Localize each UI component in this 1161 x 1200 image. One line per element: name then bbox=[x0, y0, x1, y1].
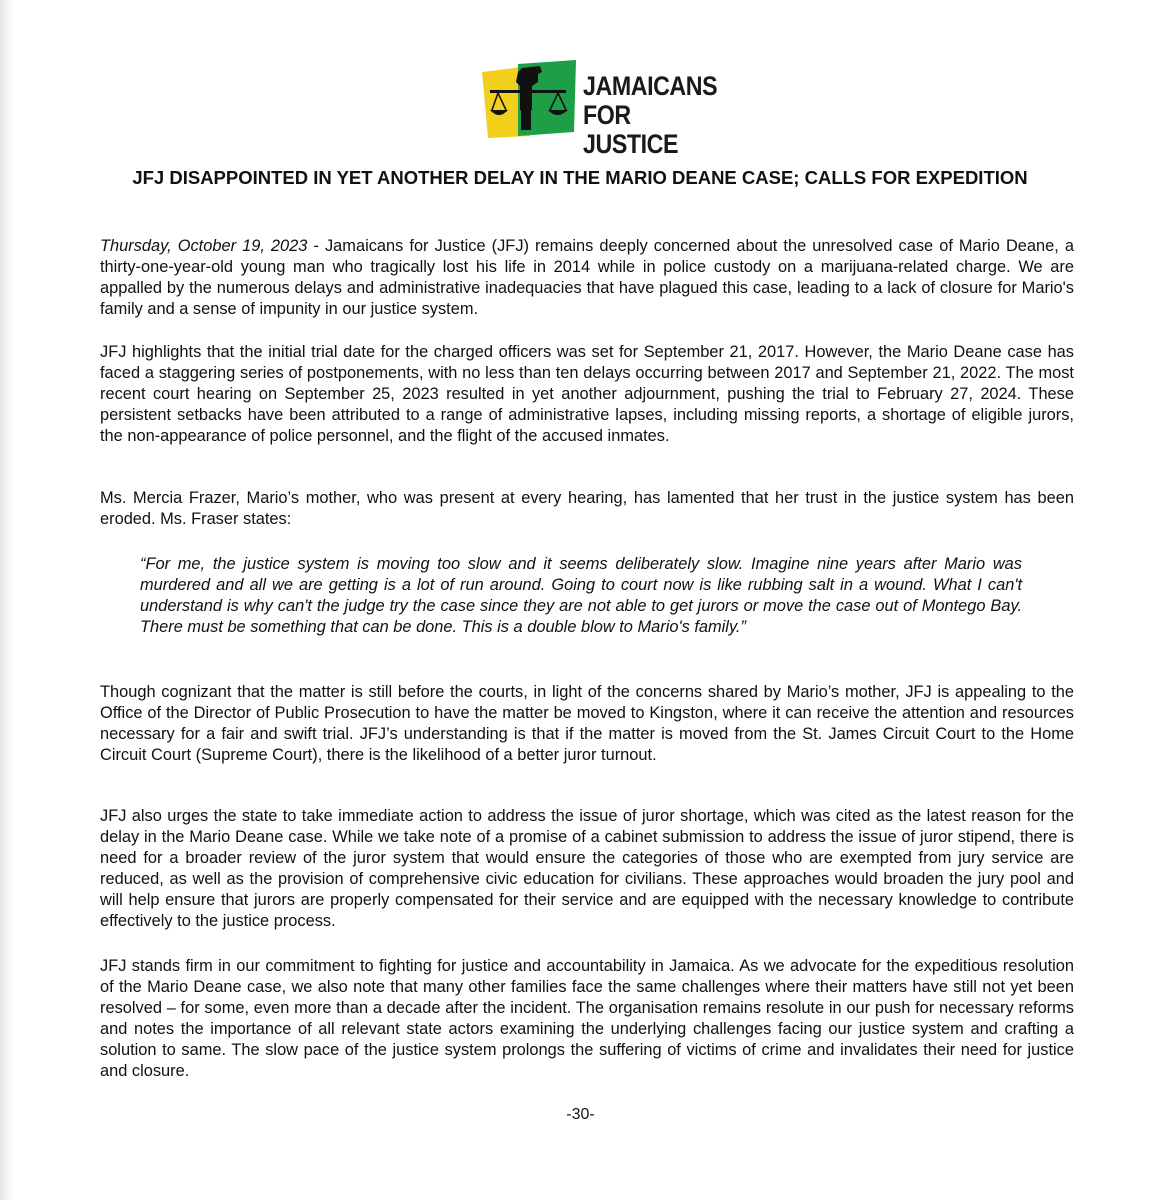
paragraph-commitment: JFJ stands firm in our commitment to fighting for justice and accountability in Jamaica. As we advocate for the expeditious resolution of the Mario Deane case, we also note that many other families face the same challenges where their matters have still not yet been resolved – for some, even more than a decade after the incident. The organisation remains resolute in our push for necessary reforms and notes the importance of all relevant state actors examining the underlying challenges facing our justice system and crafting a solution to same. The slow pace of the justice system prolongs the suffering of victims of crime and invalidates their need for justice and closure. bbox=[100, 957, 1074, 1080]
paragraph-trial-delays: JFJ highlights that the initial trial date for the charged officers was set for September 21, 2017. However, the Mario Deane case has faced a staggering series of postponements, with no less than ten delays occurring between 2017 and September 21, 2022. The most recent court hearing on September 25, 2023 resulted in yet another adjournment, pushing the trial to February 27, 2024. These persistent setbacks have been attributed to a range of administrative lapses, including missing reports, a shortage of eligible jurors, the non-appearance of police personnel, and the flight of the accused inmates. bbox=[100, 343, 1074, 445]
logo-line-2: FOR JUSTICE bbox=[583, 100, 679, 159]
raised-fist-scales-icon bbox=[480, 60, 580, 142]
paragraph-juror-shortage: JFJ also urges the state to take immediate action to address the issue of juror shortage, which was cited as the latest reason for the delay in the Mario Deane case. While we take note of a promise of a cabinet submission to address the issue of juror stipend, there is need for a broader review of the juror system that would ensure the categories of those who are exempted from jury service are reduced, as well as the provision of comprehensive civic education for civilians. These approaches would broaden the jury pool and will help ensure that jurors are properly compensated for their service and are equipped with the necessary knowledge to contribute effectively to the justice process. bbox=[100, 807, 1074, 930]
logo-wordmark bbox=[583, 72, 717, 159]
jfj-logo bbox=[480, 60, 730, 159]
paragraph-intro-text: - Jamaicans for Justice (JFJ) remains deeply concerned about the unresolved case of Mario Deane, a thirty-one-year-old young man who tragically lost his life in 2014 while in police custody on a marijuana-related charge. We are appalled by the numerous delays and administrative inadequacies that have plagued this case, leading to a lack of closure for Mario's family and a sense of impunity in our justice system. bbox=[100, 237, 1075, 318]
page-number: -30- bbox=[566, 1106, 595, 1123]
release-date: Thursday, October 19, 2023 bbox=[100, 237, 308, 255]
paragraph-mother-statement: Ms. Mercia Frazer, Mario’s mother, who was present at every hearing, has lamented that her trust in the justice system has been eroded. Ms. Fraser states: bbox=[100, 489, 1074, 528]
mother-quote: “For me, the justice system is moving too slow and it seems deliberately slow. Imagine nine years after Mario was murdered and all we are getting is a lot of run around. Going to court now is like rubbing salt in a wound. What I can't understand is why can't the judge try the case since they are not able to get jurors or move the case out of Montego Bay. There must be something that can be done. This is a double blow to Mario's family.” bbox=[140, 555, 1022, 636]
paragraph-dpp-appeal: Though cognizant that the matter is still before the courts, in light of the concerns shared by Mario’s mother, JFJ is appealing to the Office of the Director of Public Prosecution to have the matter be moved to Kingston, where it can receive the attention and resources necessary for a fair and swift trial. JFJ’s understanding is that if the matter is moved from the St. James Circuit Court to the Home Circuit Court (Supreme Court), there is the likelihood of a better juror turnout. bbox=[100, 683, 1074, 764]
paragraph-intro bbox=[100, 236, 1074, 320]
logo-line-1: JAMAICANS bbox=[583, 71, 718, 101]
press-release-headline: JFJ DISAPPOINTED IN YET ANOTHER DELAY IN THE MARIO DEANE CASE; CALLS FOR EXPEDITION bbox=[132, 167, 1028, 188]
page-edge bbox=[0, 0, 14, 1200]
